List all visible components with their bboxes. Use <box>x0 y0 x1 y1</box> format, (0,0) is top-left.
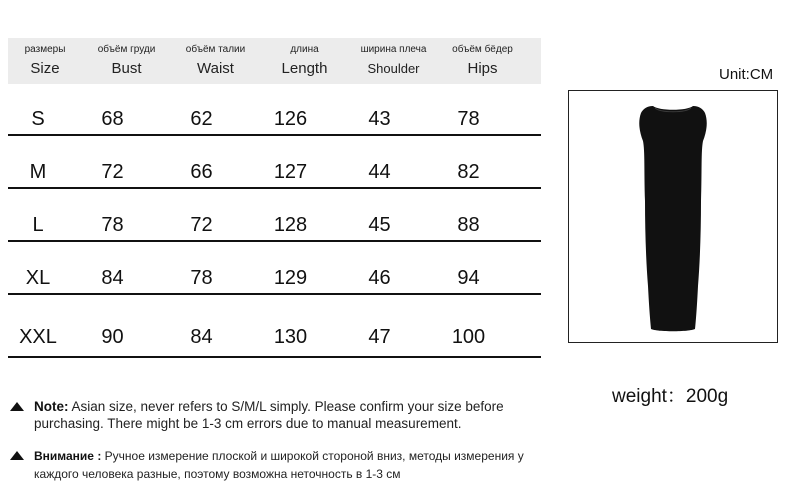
table-row <box>8 318 541 358</box>
cell-size: M <box>29 160 47 183</box>
header-length-ru: длина <box>290 44 319 55</box>
cell-bust: 72 <box>101 160 124 183</box>
cell-waist: 62 <box>190 107 213 130</box>
cell-size: XL <box>25 266 51 289</box>
cell-length: 130 <box>273 325 308 348</box>
cell-hips: 78 <box>457 107 480 130</box>
product-image <box>568 90 778 343</box>
weight-label: weight：200g <box>612 386 729 407</box>
cell-shoulder: 44 <box>368 160 391 183</box>
unit-label: Unit:CM <box>719 66 774 83</box>
cell-hips: 82 <box>457 160 480 183</box>
dress-silhouette <box>639 106 706 331</box>
cell-bust: 68 <box>101 107 124 130</box>
note-english <box>8 398 548 432</box>
cell-hips: 94 <box>457 266 480 289</box>
header-size-ru: размеры <box>24 44 66 55</box>
header-size <box>8 38 82 84</box>
cell-size: XXL <box>19 325 57 348</box>
header-hips <box>438 38 527 84</box>
triangle-up-icon <box>10 451 24 460</box>
size-table-header <box>8 38 541 84</box>
header-size-en: Size <box>30 60 60 77</box>
note-label-ru: Внимание : <box>34 449 102 463</box>
table-row <box>8 157 541 189</box>
cell-bust: 90 <box>101 325 124 348</box>
header-hips-ru: объём бёдер <box>452 44 513 55</box>
cell-bust: 84 <box>101 266 124 289</box>
cell-length: 127 <box>273 160 308 183</box>
header-shoulder-ru: ширина плеча <box>360 44 427 55</box>
cell-size: L <box>32 213 44 236</box>
note-label: Note: <box>34 399 69 414</box>
note-text: Asian size, never refers to S/M/L simply. Please confirm your size before purchasing. There might be 1-3 cm errors due to manual measurement. <box>34 399 504 431</box>
cell-shoulder: 47 <box>368 325 391 348</box>
triangle-up-icon <box>10 402 24 411</box>
cell-waist: 72 <box>190 213 213 236</box>
cell-bust: 78 <box>101 213 124 236</box>
cell-shoulder: 46 <box>368 266 391 289</box>
table-row <box>8 263 541 295</box>
cell-hips: 88 <box>457 213 480 236</box>
cell-length: 126 <box>273 107 308 130</box>
header-bust-en: Bust <box>111 60 142 77</box>
header-length <box>260 38 349 84</box>
cell-waist: 78 <box>190 266 213 289</box>
dress-illustration <box>569 91 777 342</box>
cell-waist: 84 <box>190 325 213 348</box>
cell-size: S <box>31 107 45 130</box>
cell-hips: 100 <box>451 325 486 348</box>
header-hips-en: Hips <box>467 60 498 77</box>
header-shoulder <box>349 38 438 84</box>
cell-length: 129 <box>273 266 308 289</box>
cell-length: 128 <box>273 213 308 236</box>
header-bust <box>82 38 171 84</box>
cell-shoulder: 43 <box>368 107 391 130</box>
header-bust-ru: объём груди <box>97 44 156 55</box>
header-shoulder-en: Shoulder <box>367 61 420 76</box>
note-russian <box>8 447 548 483</box>
cell-waist: 66 <box>190 160 213 183</box>
note-text-ru: Ручное измерение плоской и широкой стороной вниз, методы измерения у каждого человека разные, поэтому возможна неточность в 1-3 см <box>34 449 524 481</box>
table-row <box>8 210 541 242</box>
header-length-en: Length <box>281 60 328 77</box>
header-waist-ru: объём талии <box>185 44 246 55</box>
cell-shoulder: 45 <box>368 213 391 236</box>
header-waist-en: Waist <box>197 60 234 77</box>
table-row <box>8 104 541 136</box>
header-waist <box>171 38 260 84</box>
